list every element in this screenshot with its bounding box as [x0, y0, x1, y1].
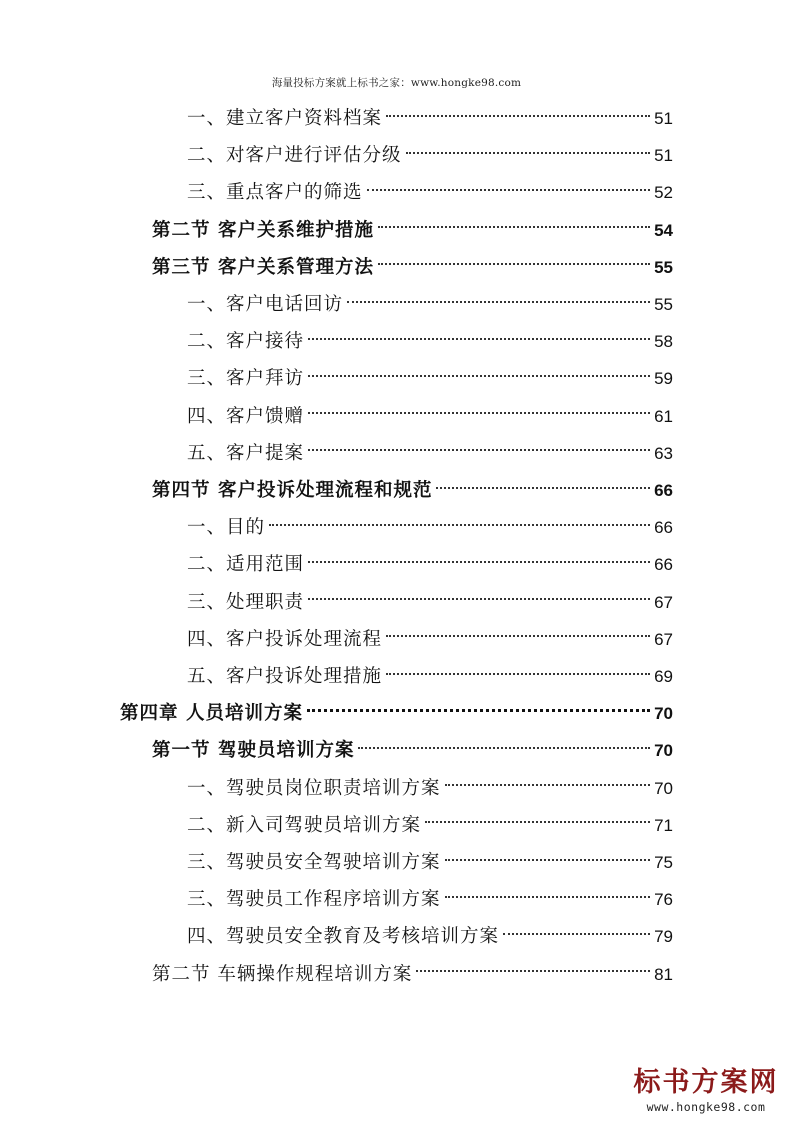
toc-entry-label: 一、驾驶员岗位职责培训方案	[187, 777, 441, 799]
toc-leader-dots	[445, 895, 651, 898]
toc-entry-label: 三、驾驶员安全驾驶培训方案	[187, 852, 441, 873]
page-header: 海量投标方案就上标书之家：www.hongke98.com	[271, 77, 522, 89]
toc-leader-dots	[308, 448, 650, 451]
toc-entry-label: 三、客户拜访	[187, 368, 305, 390]
toc-entry-label: 二、对客户进行评估分级	[187, 145, 402, 167]
toc-leader-dots	[367, 188, 651, 191]
toc-leader-dots	[308, 374, 650, 377]
toc-leader-dots	[386, 114, 650, 117]
toc-entry[interactable]	[187, 885, 673, 915]
toc-entry-label: 五、客户提案	[187, 442, 305, 464]
toc-entry-label: 第三节 客户关系管理方法	[152, 256, 374, 278]
toc-entry-label: 第一节 驾驶员培训方案	[152, 740, 355, 762]
toc-entry[interactable]	[187, 439, 673, 469]
toc-entry-page: 58	[654, 332, 673, 352]
toc-entry[interactable]	[187, 922, 673, 952]
toc-leader-dots	[386, 672, 650, 675]
toc-entry-page: 51	[654, 109, 673, 128]
toc-entry-label: 三、重点客户的筛选	[187, 182, 363, 204]
toc-entry[interactable]	[187, 811, 673, 841]
toc-entry-page: 61	[654, 406, 673, 426]
toc-entry[interactable]	[187, 513, 673, 543]
toc-leader-dots	[308, 597, 650, 600]
toc-entry-page: 75	[654, 853, 673, 872]
toc-entry-label: 四、驾驶员安全教育及考核培训方案	[187, 926, 500, 948]
toc-entry-label: 第四章 人员培训方案	[120, 703, 303, 725]
toc-entry-page: 54	[654, 220, 673, 240]
toc-leader-dots	[308, 560, 650, 563]
toc-entry[interactable]	[187, 327, 673, 357]
toc-entry[interactable]	[187, 588, 673, 618]
toc-entry-page: 70	[654, 778, 673, 798]
toc-entry-page: 63	[654, 443, 673, 463]
toc-entry[interactable]	[152, 216, 673, 246]
toc-entry-page: 70	[654, 741, 673, 761]
watermark-url: www.hongke98.com	[646, 1100, 766, 1114]
toc-entry[interactable]	[187, 104, 673, 134]
toc-entry[interactable]	[152, 253, 673, 283]
toc-entry-page: 70	[654, 704, 673, 724]
toc-entry-label: 一、目的	[187, 517, 266, 539]
toc-leader-dots	[308, 411, 650, 414]
toc-leader-dots	[436, 486, 650, 489]
toc-leader-dots	[307, 708, 650, 712]
toc-entry-page: 81	[654, 964, 673, 984]
toc-entry[interactable]	[187, 550, 673, 580]
toc-entry-label: 第二节 车辆操作规程培训方案	[152, 963, 413, 985]
toc-entry-page: 55	[654, 257, 673, 277]
toc-entry-label: 一、客户电话回访	[187, 294, 344, 315]
toc-leader-dots	[503, 932, 650, 935]
toc-entry-label: 四、客户馈赠	[187, 405, 305, 427]
toc-entry-page: 76	[654, 890, 673, 910]
toc-entry-page: 55	[654, 295, 673, 314]
toc-entry[interactable]	[187, 178, 673, 208]
toc-leader-dots	[386, 634, 650, 637]
toc-entry-page: 51	[654, 146, 673, 166]
toc-leader-dots	[358, 746, 650, 749]
toc-leader-dots	[378, 262, 650, 265]
toc-leader-dots	[308, 337, 650, 340]
toc-entry-label: 二、客户接待	[187, 331, 305, 353]
toc-entry[interactable]	[187, 774, 673, 804]
toc-entry-page: 79	[654, 927, 673, 947]
toc-leader-dots	[425, 820, 650, 823]
toc-entry-page: 71	[654, 815, 673, 835]
toc-leader-dots	[416, 969, 650, 972]
watermark-brand: 标书方案网	[633, 1067, 779, 1098]
toc-entry-page: 66	[654, 555, 673, 575]
toc-leader-dots	[347, 300, 650, 303]
toc-entry-label: 三、处理职责	[187, 591, 305, 613]
toc-leader-dots	[445, 858, 651, 861]
toc-leader-dots	[406, 151, 651, 154]
toc-entry[interactable]	[187, 402, 673, 432]
toc-entry[interactable]	[187, 141, 673, 171]
toc-entry-label: 第二节 客户关系维护措施	[152, 219, 374, 241]
toc-leader-dots	[445, 783, 651, 786]
toc-entry[interactable]	[120, 699, 673, 729]
toc-entry[interactable]	[187, 662, 673, 692]
toc-entry-label: 三、驾驶员工作程序培训方案	[187, 889, 441, 911]
toc-entry-label: 一、建立客户资料档案	[187, 108, 383, 129]
toc-entry[interactable]	[187, 364, 673, 394]
toc-entry-page: 52	[654, 183, 673, 203]
toc-entry-label: 第四节 客户投诉处理流程和规范	[152, 480, 433, 501]
toc-entry-label: 二、新入司驾驶员培训方案	[187, 814, 422, 836]
toc-entry[interactable]	[187, 625, 673, 655]
toc-entry-page: 66	[654, 481, 673, 500]
toc-entry-label: 五、客户投诉处理措施	[187, 666, 383, 687]
toc-entry-page: 66	[654, 518, 673, 538]
toc-entry[interactable]	[152, 960, 673, 990]
toc-entry[interactable]	[152, 476, 673, 506]
toc-entry-label: 二、适用范围	[187, 554, 305, 576]
toc-entry[interactable]	[187, 290, 673, 320]
watermark-logo	[631, 1066, 781, 1114]
toc-leader-dots	[378, 225, 650, 228]
toc-entry-page: 67	[654, 592, 673, 612]
toc-entry-page: 69	[654, 667, 673, 686]
toc-leader-dots	[269, 523, 650, 526]
toc-entry-label: 四、客户投诉处理流程	[187, 628, 383, 650]
toc-entry[interactable]	[152, 736, 673, 766]
toc-entry-page: 59	[654, 369, 673, 389]
toc-entry-page: 67	[654, 629, 673, 649]
toc-entry[interactable]	[187, 848, 673, 878]
